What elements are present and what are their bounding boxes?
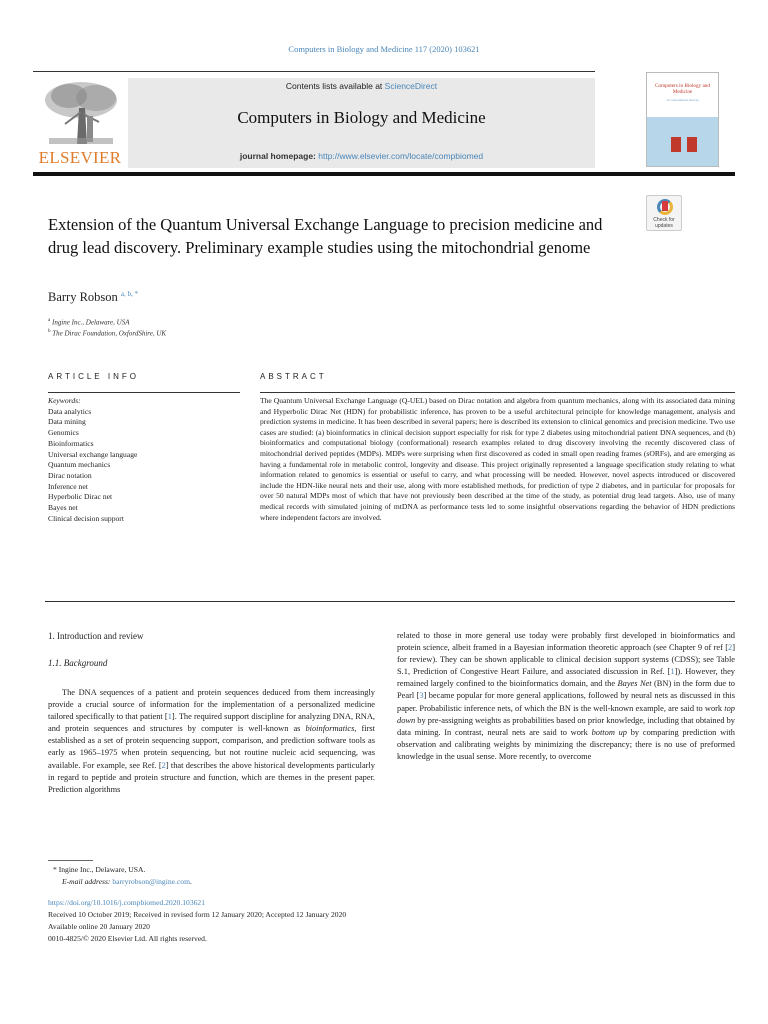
keyword-item: Hyperbolic Dirac net bbox=[48, 492, 113, 502]
check-for-updates-label bbox=[647, 217, 681, 229]
cover-illustration bbox=[647, 117, 718, 167]
cover-title: Computers in Biology and Medicine bbox=[655, 83, 710, 95]
body-text: related to those in more general use today were probably first developed in bioinformatics and protein science, albeit framed in a Bayesian information theoretic approach (see Chapter 9 of ref [ bbox=[397, 631, 735, 653]
keyword-item: Universal exchange language bbox=[48, 449, 138, 459]
elsevier-tree-icon bbox=[41, 78, 121, 146]
keywords-label: Keywords: bbox=[48, 396, 81, 405]
elsevier-logo[interactable] bbox=[35, 78, 125, 168]
abstract-rule bbox=[260, 392, 735, 393]
emphasis-text: bottom up bbox=[591, 727, 627, 737]
body-text: ] that describes the above historical developments particularly in regard to peptide and protein structure and function, which are themes in the present paper. Prediction algorithms bbox=[48, 760, 375, 794]
article-title: Extension of the Quantum Universal Exchange Language to precision medicine and drug lead discovery. Preliminary example studies using the mitochondrial genome bbox=[48, 215, 603, 257]
email-label: E-mail address: bbox=[62, 877, 113, 886]
affiliation-a bbox=[48, 318, 129, 326]
emphasis-text: top down bbox=[397, 703, 735, 725]
body-column-right bbox=[397, 630, 735, 763]
citation-link[interactable]: 1 bbox=[167, 712, 172, 722]
check-for-updates-button[interactable] bbox=[646, 195, 682, 231]
body-text: ] for review). They can be shown applicable to clinical decision support systems (CDSS); see Table S.1, Prediction of Congestive Heart Failure, and associated discussion in Ref. [ bbox=[397, 643, 735, 677]
corresponding-author-footnote bbox=[53, 864, 145, 875]
affiliation-mark: a bbox=[48, 318, 51, 323]
citation-link[interactable]: 1 bbox=[670, 667, 675, 677]
keyword-item: Data mining bbox=[48, 417, 86, 427]
body-text: ]. The required support discipline for analyzing DNA, RNA, and protein sequences and structures by computer is well-known as bbox=[48, 712, 375, 734]
crossmark-bookmark-icon bbox=[662, 201, 668, 211]
contents-prefix: Contents lists available at bbox=[285, 81, 385, 91]
running-head[interactable]: Computers in Biology and Medicine 117 (2020) 103621 bbox=[288, 44, 480, 54]
body-text: by comparing prediction with observation and calibrating weights by minimizing the discrepancy; there is no use of preformed knowledge in the usual sense. More recently, to overcome bbox=[397, 727, 735, 761]
author-name[interactable]: Barry Robson bbox=[48, 290, 118, 305]
keyword-item: Bioinformatics bbox=[48, 438, 94, 448]
homepage-link[interactable]: http://www.elsevier.com/locate/compbiomed bbox=[318, 151, 484, 161]
section-heading-introduction: 1. Introduction and review bbox=[48, 631, 144, 641]
corresponding-mark: * bbox=[53, 865, 57, 874]
body-text: The DNA sequences of a patient and protein sequences deduced from them increasingly provide a crucial source of information for the implementation of a personalized medicine tailored specifically to that patient [ bbox=[48, 688, 375, 722]
abstract-heading: ABSTRACT bbox=[260, 372, 327, 381]
affiliation-text: The Dirac Foundation, OxfordShire, UK bbox=[52, 329, 167, 338]
body-text: by pre-assigning weights as probabilities based on prior knowledge, including that obtained by data mining. In contrast, neural nets are said to work bbox=[397, 715, 735, 737]
keyword-item: Genomics bbox=[48, 428, 79, 438]
doi-link[interactable]: https://doi.org/10.1016/j.compbiomed.2020.103621 bbox=[48, 898, 206, 907]
body-text: (BN) in the form due to Pearl [ bbox=[397, 679, 735, 701]
email-footnote: E-mail address: barryrobson@ingine.com. bbox=[62, 877, 192, 886]
journal-masthead bbox=[128, 78, 595, 168]
affiliation-b bbox=[48, 329, 166, 337]
check-for-updates-line2: updates bbox=[655, 223, 673, 229]
emphasis-text: bioinformatics bbox=[305, 724, 355, 734]
affiliation-text: Ingine Inc., Delaware, USA bbox=[51, 318, 130, 327]
keyword-item: Bayes net bbox=[48, 503, 78, 513]
copyright-notice: 0010-4825/© 2020 Elsevier Ltd. All rights reserved. bbox=[48, 934, 207, 943]
subsection-heading-background: 1.1. Background bbox=[48, 658, 108, 668]
received-dates: Received 10 October 2019; Received in revised form 12 January 2020; Accepted 12 January 2020 bbox=[48, 910, 347, 919]
cover-subtitle: An International Journal bbox=[666, 98, 699, 102]
elsevier-wordmark: ELSEVIER bbox=[38, 148, 122, 167]
article-info-rule bbox=[48, 392, 240, 393]
journal-cover-thumbnail[interactable] bbox=[646, 72, 719, 167]
citation-link[interactable]: 2 bbox=[728, 643, 733, 653]
citation-link[interactable]: 2 bbox=[161, 760, 166, 770]
front-matter-bottom-rule bbox=[45, 601, 735, 602]
author-affiliation-marks[interactable]: a, b, * bbox=[120, 290, 139, 298]
cover-building-icon bbox=[687, 137, 697, 152]
masthead-bottom-rule bbox=[33, 172, 735, 176]
body-text: , first established as a set of protein sequencing support, comparison, and prediction software tools as early as 1965–1975 when protein sequencing, but not routine nucleic acid sequencing, was available. For example, see Ref. [ bbox=[48, 724, 375, 770]
corresponding-affiliation: Ingine Inc., Delaware, USA. bbox=[58, 865, 146, 874]
email-link[interactable]: barryrobson@ingine.com bbox=[112, 877, 190, 886]
keyword-item: Dirac notation bbox=[48, 470, 92, 480]
body-text: ]). However, they remained largely confined to the bioinformatics domain, and the bbox=[397, 667, 735, 689]
keywords-list bbox=[48, 396, 248, 524]
article-info-heading: ARTICLE INFO bbox=[48, 372, 139, 381]
keyword-item: Inference net bbox=[48, 481, 88, 491]
cover-top bbox=[647, 73, 718, 117]
homepage-line bbox=[128, 151, 595, 161]
keyword-item: Quantum mechanics bbox=[48, 460, 111, 470]
contents-line bbox=[128, 81, 595, 91]
sciencedirect-link[interactable]: ScienceDirect bbox=[384, 81, 438, 91]
journal-title: Computers in Biology and Medicine bbox=[237, 108, 486, 127]
keyword-item: Data analytics bbox=[48, 406, 92, 416]
check-for-updates-line1: Check for bbox=[653, 217, 675, 223]
emphasis-text: Bayes Net bbox=[617, 679, 652, 689]
masthead-top-rule bbox=[33, 71, 595, 72]
homepage-label: journal homepage: bbox=[239, 151, 319, 161]
available-online-date: Available online 20 January 2020 bbox=[48, 922, 150, 931]
affiliation-mark: b bbox=[48, 329, 51, 334]
abstract-text: The Quantum Universal Exchange Language (Q-UEL) based on Dirac notation and algebra from quantum mechanics, along with its associated data mining and Hyperbolic Dirac Net (HDN) for probabilistic inference, has proven to be a useful architectural principle for knowledge management, analysis and prediction systems in medicine. It has been described in several papers; here is described its extension to clinical genomics and precision medicine. Two use cases are studied: (a) bioinformatics in clinical decision support especially for risk for type 2 diabetes using mitochondrial patient DNA sequences, and (b) bioinformatics and computational biology (conformational) research examples related to drug discovery involving the recently discovered class of mitochondrial derived peptides (MDPs). MDPs were surprising when first discovered as coded in small open reading frames (sORFs), and are emerging as having a fundamental role in metabolic control, longevity and disease. This project originally represented a language specification study relating to what information related to genomics is essential or useful to carry, and what processing will be needed. However, novel aspects introduced or discovered include the HDN-like neural nets and their use, along with more established methods, for prediction of type 2 diabetes, and in particular for proposals for over 50 natural MDPs most of which that have not previously been described at the time of the study, as potential drug lead targets. Also, use of many medical records with simulated joining of mtDNA as performance tests led to some insightful observations regarding the behavior of HDN predictions where independent factors are involved. bbox=[260, 396, 735, 522]
cover-building-icon bbox=[671, 137, 681, 152]
keyword-item: Clinical decision support bbox=[48, 513, 124, 523]
footnote-rule bbox=[48, 860, 93, 861]
body-column-left bbox=[48, 687, 375, 796]
body-text: ] became popular for more general applications, followed by neural nets as discussed in this paper. Probabilistic inference nets, of which the BN is the well-known example, are said to work bbox=[397, 691, 736, 713]
author-line bbox=[48, 290, 138, 305]
citation-link[interactable]: 3 bbox=[419, 691, 424, 701]
